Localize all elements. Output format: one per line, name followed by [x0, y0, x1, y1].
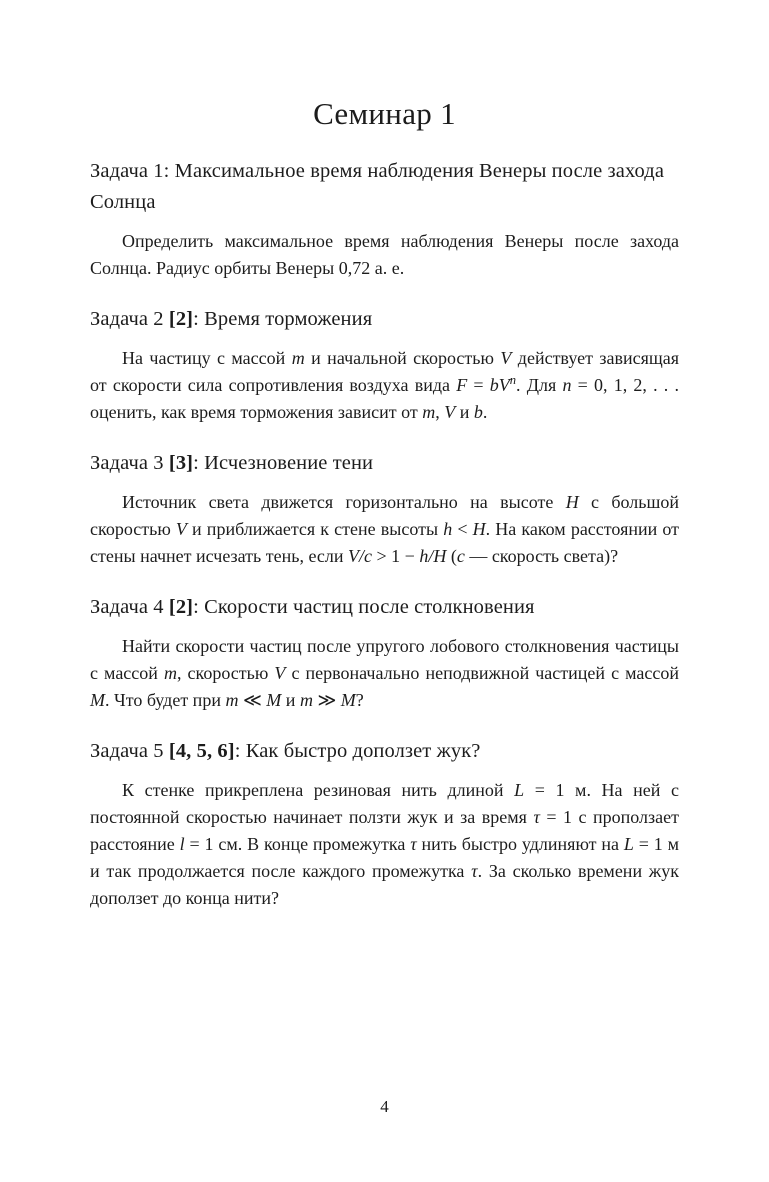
text-run: . Что будет при	[105, 690, 226, 710]
problem-2-text	[90, 345, 679, 426]
math-variable: τ	[471, 861, 478, 881]
text-run: и	[281, 690, 300, 710]
problem-5	[90, 736, 679, 912]
text-run: ,	[435, 402, 445, 422]
text-run: Задача 1: Максимальное время наблюдения Венеры после захода Солнца	[90, 160, 665, 213]
math-variable: b	[473, 402, 483, 422]
problem-3-heading	[90, 448, 679, 479]
math-variable: H	[565, 492, 579, 512]
math-variable: F	[456, 375, 468, 395]
text-run: , скоростью	[176, 663, 275, 683]
text-run: .	[482, 402, 488, 422]
math-variable: h/H	[419, 546, 447, 566]
math-variable: m	[299, 690, 313, 710]
problem-3-text	[90, 489, 679, 570]
text-run: ≫	[312, 690, 341, 710]
math-variable: M	[266, 690, 282, 710]
text-run: и приближается к стене высоты	[186, 519, 444, 539]
math-variable: l	[179, 834, 185, 854]
text-run: ?	[355, 690, 364, 710]
problem-2	[90, 304, 679, 426]
text-run: Задача 5	[90, 740, 169, 762]
math-variable: V	[444, 402, 456, 422]
text-run: = 1 м и так продолжается после каждого промежутка	[90, 834, 679, 881]
problem-4-text	[90, 633, 679, 714]
citation-ref: [2]	[168, 308, 194, 330]
text-run: . За сколько времени жук доползет до конца нити?	[90, 861, 679, 908]
text-run: и	[455, 402, 474, 422]
text-run: : Время торможения	[193, 308, 373, 330]
text-run: К стенке прикреплена резиновая нить длиной	[122, 780, 515, 800]
text-run: : Как быстро доползет жук?	[234, 740, 481, 762]
math-variable: L	[514, 780, 525, 800]
math-variable: n	[562, 375, 572, 395]
problem-1-text	[90, 228, 679, 282]
text-run: =	[467, 375, 490, 395]
math-variable: V	[175, 519, 187, 539]
problem-list	[90, 156, 679, 912]
text-run: : Скорости частиц после столкновения	[193, 596, 535, 618]
problem-4	[90, 592, 679, 714]
math-variable: c	[456, 546, 465, 566]
math-variable: V	[500, 348, 512, 368]
text-run: с большой скоростью	[90, 492, 679, 539]
problem-1	[90, 156, 679, 282]
math-variable: m	[225, 690, 239, 710]
math-variable: V	[274, 663, 286, 683]
math-variable: m	[163, 663, 177, 683]
text-run: = 0, 1, 2, . . . оценить, как время торможения зависит от	[90, 375, 679, 422]
problem-5-heading	[90, 736, 679, 767]
math-variable: m	[291, 348, 305, 368]
problem-3	[90, 448, 679, 570]
text-run: = 1 см. В конце промежутка	[184, 834, 411, 854]
problem-4-heading	[90, 592, 679, 623]
math-variable: L	[623, 834, 634, 854]
math-variable: bV	[489, 375, 510, 395]
math-variable: M	[340, 690, 356, 710]
text-run: с первоначально неподвижной частицей с массой	[285, 663, 680, 683]
math-variable: h	[443, 519, 453, 539]
math-variable: n	[509, 373, 517, 387]
text-run: > 1 −	[372, 546, 420, 566]
text-run: Задача 3	[90, 452, 169, 474]
page-number: 4	[380, 1097, 389, 1116]
math-variable: M	[90, 690, 105, 710]
text-run: . На каком расстоянии от стены начнет исчезать тень, если	[90, 519, 680, 566]
problem-2-heading	[90, 304, 679, 335]
problem-5-text	[90, 777, 679, 912]
math-variable: m	[422, 402, 436, 422]
citation-ref: [2]	[168, 596, 194, 618]
text-run: действует зависящая от скорости сила сопротивления воздуха вида	[90, 348, 679, 395]
citation-ref: [4, 5, 6]	[168, 740, 235, 762]
math-variable: H	[472, 519, 486, 539]
text-run: нить быстро удлиняют на	[416, 834, 624, 854]
text-run: (	[446, 546, 457, 566]
text-run: : Исчезновение тени	[193, 452, 374, 474]
seminar-title: Семинар 1	[313, 96, 456, 131]
text-run: Задача 4	[90, 596, 169, 618]
text-run: и начальной скоростью	[304, 348, 501, 368]
text-run: Найти скорости частиц после упругого лобового столкновения частицы с массой	[90, 636, 679, 683]
text-run: = 1 с проползает расстояние	[90, 807, 679, 854]
page-footer	[0, 1097, 769, 1117]
math-variable: V/c	[348, 546, 372, 566]
math-variable: τ	[533, 807, 540, 827]
citation-ref: [3]	[168, 452, 194, 474]
problem-1-heading	[90, 156, 679, 218]
text-run: На частицу с массой	[122, 348, 292, 368]
math-variable: τ	[410, 834, 417, 854]
text-run: . Для	[516, 375, 563, 395]
text-run: Задача 2	[90, 308, 169, 330]
text-run: Определить максимальное время наблюдения Венеры после захода Солнца. Радиус орбиты Венеры 0,72 а. е.	[90, 231, 679, 278]
text-run: <	[452, 519, 473, 539]
text-run: — скорость света)?	[464, 546, 619, 566]
text-run: ≪	[238, 690, 267, 710]
text-run: Источник света движется горизонтально на высоте	[122, 492, 566, 512]
text-run: = 1 м. На ней с постоянной скоростью начинает ползти жук и за время	[90, 780, 679, 827]
